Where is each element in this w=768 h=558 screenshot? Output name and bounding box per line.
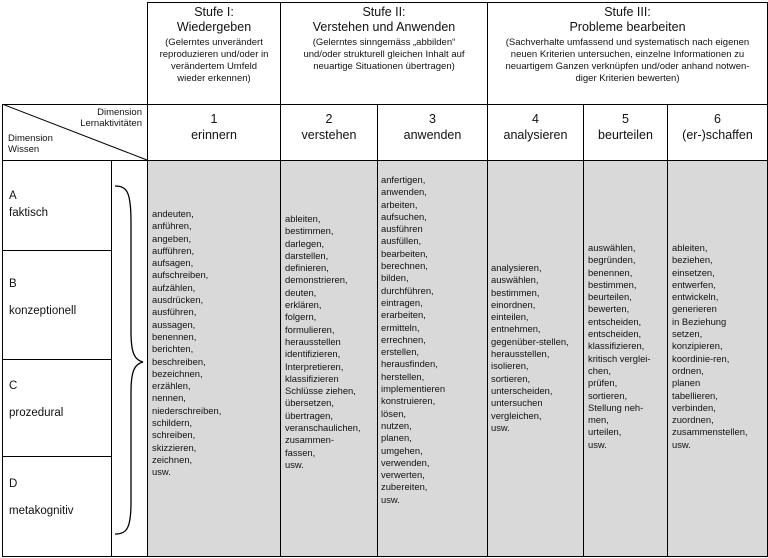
verb-item: begründen, <box>588 254 636 266</box>
row-label-A: A faktisch <box>9 190 48 219</box>
verb-list-erschaffen <box>672 242 748 451</box>
verb-item: Stellung neh- <box>588 401 644 413</box>
verb-item: einordnen, <box>491 298 536 310</box>
verb-item: usw. <box>588 438 607 450</box>
verb-item: usw. <box>491 421 510 433</box>
verb-item: sortieren, <box>588 389 628 401</box>
verb-item: entwickeln, <box>672 291 719 303</box>
verb-item: bestimmen, <box>491 286 540 298</box>
verb-item: analysieren, <box>491 262 542 273</box>
verb-item: bewerten, <box>588 303 630 315</box>
verb-item: generieren <box>672 303 717 315</box>
verb-item: lösen, <box>381 407 407 419</box>
verb-item: fassen, <box>285 446 316 458</box>
verb-item: ausführen, <box>152 306 197 318</box>
grid-line <box>147 2 768 3</box>
column-header-4: 4 analysieren <box>503 112 568 142</box>
grid-line <box>583 104 584 557</box>
column-header-2: 2 verstehen <box>301 112 357 142</box>
grid-line <box>2 104 3 557</box>
verb-item: ausfüllen, <box>381 235 422 247</box>
verb-item: demonstrieren, <box>285 274 348 286</box>
verb-item: errechnen, <box>381 333 426 345</box>
verb-item: einteilen, <box>491 311 529 323</box>
verb-item: erklären, <box>285 299 322 311</box>
verb-item: darstellen, <box>285 249 329 261</box>
verb-item: umgehen, <box>381 444 423 456</box>
verb-item: verwerten, <box>381 469 425 481</box>
grid-line <box>2 250 111 251</box>
grid-line <box>2 556 768 557</box>
verb-item: vergleichen, <box>491 409 542 421</box>
verb-item: beurteilen, <box>588 291 632 303</box>
verb-item: niederschreiben, <box>152 404 222 416</box>
verb-item: berechnen, <box>381 260 428 272</box>
stufe-description: (Gelerntes unverändert reproduzieren und/oder in verändertem Umfeld wieder erkennen) <box>159 37 269 84</box>
verb-item: definieren, <box>285 262 329 274</box>
verb-item: ableiten, <box>672 242 708 253</box>
verb-item: ordnen, <box>672 364 704 376</box>
column-header-5: 5 beurteilen <box>598 112 653 142</box>
verb-item: zeichnen, <box>152 453 193 465</box>
verb-list-analysieren <box>491 262 569 434</box>
verb-item: Schlüsse ziehen, <box>285 385 356 397</box>
verb-item: bezeichnen, <box>152 367 203 379</box>
verb-item: berichten, <box>152 343 194 355</box>
verb-item: andeuten, <box>152 208 194 219</box>
stufe-title: Stufe I: <box>194 5 234 19</box>
verb-item: verbinden, <box>672 401 716 413</box>
column-header-1: 1 erinnern <box>191 112 237 142</box>
verb-item: herausstellen, <box>491 348 550 360</box>
verb-item: folgern, <box>285 311 317 323</box>
verb-item: benennen, <box>588 266 633 278</box>
column-header-6: 6 (er-)schaffen <box>682 112 753 142</box>
verb-item: entnehmen, <box>491 323 541 335</box>
verb-item: konzipieren, <box>672 340 723 352</box>
curly-brace-icon <box>111 182 147 538</box>
verb-item: erzählen, <box>152 380 191 392</box>
stufe-header-3 <box>488 5 767 85</box>
verb-item: usw. <box>672 438 691 450</box>
verb-item: klassifizieren, <box>588 340 645 352</box>
verb-item: usw. <box>152 466 171 478</box>
verb-item: aussagen, <box>152 318 196 330</box>
verb-item: entwerfen, <box>672 278 716 290</box>
verb-item: aufführen, <box>152 244 195 256</box>
verb-item: sortieren, <box>491 372 531 384</box>
verb-item: formulieren, <box>285 323 335 335</box>
verb-item: schreiben, <box>152 429 196 441</box>
verb-item: ausführen <box>381 223 423 235</box>
verb-item: ausdrücken, <box>152 294 204 306</box>
verb-item: men, <box>588 414 609 426</box>
verb-item: prüfen, <box>588 377 618 389</box>
verb-item: angeben, <box>152 232 192 244</box>
verb-item: anfertigen, <box>381 174 426 185</box>
verb-item: ermitteln, <box>381 321 420 333</box>
verb-item: herausstellen <box>285 335 341 347</box>
stufe-title: Stufe II: <box>362 5 406 19</box>
verb-item: entscheiden, <box>588 328 642 340</box>
grid-line <box>2 359 111 360</box>
verb-item: identifizieren, <box>285 348 341 360</box>
verb-item: ableiten, <box>285 213 321 224</box>
grid-line <box>667 104 668 557</box>
verb-item: setzen, <box>672 328 703 340</box>
stufe-header-2 <box>281 5 487 73</box>
verb-item: bestimmen, <box>588 278 637 290</box>
stufe-subtitle: Wiedergeben <box>176 20 252 34</box>
verb-item: tabellieren, <box>672 389 718 401</box>
verb-item: zubereiten, <box>381 481 428 493</box>
verb-item: chen, <box>588 364 611 376</box>
grid-line <box>147 2 148 557</box>
verb-item: durchführen, <box>381 284 434 296</box>
dimension-lernaktivitaeten-label: Dimension Lernaktivitäten <box>80 107 142 129</box>
verb-item: entscheiden, <box>588 315 642 327</box>
verb-item: anwenden, <box>381 186 427 198</box>
verb-item: aufzählen, <box>152 281 196 293</box>
verb-item: deuten, <box>285 286 317 298</box>
stufe-subtitle: Verstehen und Anwenden <box>312 20 456 34</box>
verb-item: aufschreiben, <box>152 269 209 281</box>
verb-item: herausfinden, <box>381 358 438 370</box>
row-label-B: B konzeptionell <box>9 278 77 317</box>
row-label-D: D metakognitiv <box>9 478 74 517</box>
verb-item: darlegen, <box>285 237 325 249</box>
grid-line <box>377 104 378 557</box>
verb-item: bestimmen, <box>285 225 334 237</box>
verb-item: bearbeiten, <box>381 247 428 259</box>
verb-item: benennen, <box>152 330 197 342</box>
verb-item: in Beziehung <box>672 315 727 327</box>
verb-item: bilden, <box>381 272 409 284</box>
verb-item: auswählen, <box>588 242 636 253</box>
verb-item: isolieren, <box>491 360 529 372</box>
verb-item: zusammenstellen, <box>672 426 748 438</box>
stufe-title: Stufe III: <box>604 5 651 19</box>
verb-item: usw. <box>285 458 304 470</box>
verb-item: herstellen, <box>381 370 425 382</box>
verb-item: untersuchen <box>491 397 543 409</box>
verb-item: nennen, <box>152 392 186 404</box>
verb-item: übertragen, <box>285 409 333 421</box>
verb-list-erinnern <box>152 208 221 479</box>
verb-item: nutzen, <box>381 419 412 431</box>
verb-item: aufsuchen, <box>381 210 427 222</box>
verb-item: unterscheiden, <box>491 384 553 396</box>
verb-item: urteilen, <box>588 426 622 438</box>
verb-item: erarbeiten, <box>381 309 426 321</box>
verb-item: klassifizieren <box>285 372 339 384</box>
verb-item: arbeiten, <box>381 198 418 210</box>
verb-item: eintragen, <box>381 296 423 308</box>
grid-line <box>280 2 281 557</box>
verb-item: schildern, <box>152 417 193 429</box>
verb-item: zuordnen, <box>672 414 714 426</box>
verb-item: auswählen, <box>491 274 539 286</box>
verb-item: verwenden, <box>381 456 430 468</box>
verb-item: Interpretieren, <box>285 360 344 372</box>
verb-item: implementieren <box>381 383 446 395</box>
verb-item: zusammen- <box>285 434 334 446</box>
stufe-description: (Sachverhalte umfassend und systematisch nach eigenen neuen Kriterien untersuchen, einzelne Informationen zu neuartigem Ganzen verknüpfen und/oder anhand notwen- diger Kriterien bewerten) <box>505 37 750 84</box>
verb-item: konstruieren, <box>381 395 436 407</box>
verb-item: aufsagen, <box>152 257 194 269</box>
verb-list-verstehen <box>285 213 361 471</box>
verb-item: usw. <box>381 493 400 505</box>
grid-line <box>487 2 488 557</box>
verb-item: veranschaulichen, <box>285 422 361 434</box>
verb-item: beschreiben, <box>152 355 206 367</box>
stufe-header-1 <box>148 5 280 85</box>
verb-list-beurteilen <box>588 242 651 451</box>
verb-item: einsetzen, <box>672 266 715 278</box>
verb-item: koordinie-ren, <box>672 352 730 364</box>
verb-item: planen, <box>381 432 412 444</box>
verb-item: kritisch verglei- <box>588 352 651 364</box>
row-label-C: C prozedural <box>9 380 64 419</box>
verb-item: skizzieren, <box>152 441 197 453</box>
dimension-wissen-label: Dimension Wissen <box>8 133 53 155</box>
verb-item: übersetzen, <box>285 397 334 409</box>
verb-item: gegenüber-stellen, <box>491 335 569 347</box>
verb-list-anwenden <box>381 174 445 506</box>
grid-line <box>2 456 111 457</box>
verb-item: anführen, <box>152 220 192 232</box>
stufe-subtitle: Probleme bearbeiten <box>569 20 686 34</box>
stufe-description: (Gelerntes sinngemäss „abbilden“ und/oder strukturell gleichen Inhalt auf neuartige Situationen übertragen) <box>303 37 465 72</box>
verb-item: planen <box>672 377 701 389</box>
verb-item: erstellen, <box>381 346 420 358</box>
column-header-3: 3 anwenden <box>403 112 462 142</box>
verb-item: beziehen, <box>672 254 713 266</box>
